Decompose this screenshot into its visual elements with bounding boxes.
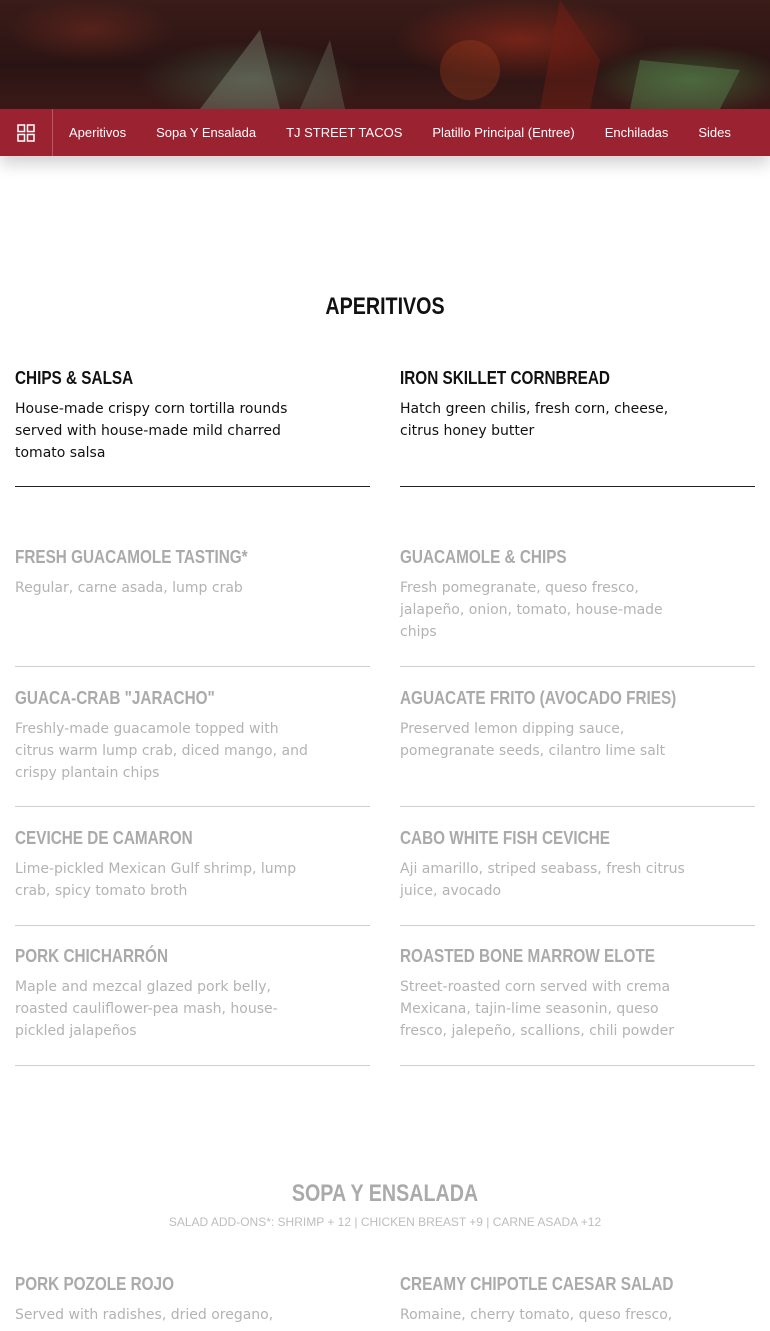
item-divider [15,806,370,807]
item-divider [15,925,370,926]
grid-icon [17,124,35,142]
menu-item-name: GUACAMOLE & CHIPS [400,547,567,567]
menu-item-description: Fresh pomegranate, queso fresco, jalapeño, onion, tomato, house-made chips [400,580,663,640]
item-divider [400,486,755,487]
menu-item [400,688,755,762]
menu-item-name: AGUACATE FRITO (AVOCADO FRIES) [400,688,677,708]
hero-food-image [0,0,770,109]
menu-item-name: GUACA-CRAB "JARACHO" [15,688,215,708]
menu-item-description: Regular, carne asada, lump crab [15,580,243,596]
menu-item-description: Aji amarillo, striped seabass, fresh citrus juice, avocado [400,861,685,899]
nav-item-aperitivos[interactable]: Aperitivos [69,125,127,140]
menu-item [15,1274,370,1326]
menu-item-description: Maple and mezcal glazed pork belly, roasted cauliflower-pea mash, house-pickled jalapeños [15,979,278,1039]
menu-item-name: CREAMY CHIPOTLE CAESAR SALAD [400,1274,674,1294]
menu-item [15,368,370,464]
menu-item [15,828,370,902]
menu-item-description: Hatch green chilis, fresh corn, cheese, citrus honey butter [400,401,669,439]
menu-item-description: Street-roasted corn served with crema Mexicana, tajin-lime seasonin, queso fresco, jalepeño, scallions, chili powder [400,979,674,1039]
item-divider [400,1065,755,1066]
item-divider [400,666,755,667]
nav-item-sopa-y-ensalada[interactable]: Sopa Y Ensalada [156,125,257,140]
nav-items [53,125,761,140]
category-navbar [0,109,770,156]
section-title-aperitivos: APERITIVOS [325,293,445,320]
menu-item-name: PORK CHICHARRÓN [15,946,168,966]
nav-item-platillo-principal[interactable]: Platillo Principal (Entree) [432,125,575,140]
menu-item [400,368,755,442]
menu-item [400,1274,755,1326]
menu-item-name: CABO WHITE FISH CEVICHE [400,828,610,848]
grid-menu-button[interactable] [0,109,53,156]
menu-item-name: FRESH GUACAMOLE TASTING* [15,547,248,567]
item-divider [15,666,370,667]
menu-item-description: Romaine, cherry tomato, queso fresco, [400,1307,673,1323]
item-divider [15,1065,370,1066]
menu-item-name: CEVICHE DE CAMARON [15,828,193,848]
menu-item-name: IRON SKILLET CORNBREAD [400,368,610,388]
menu-item-description: Served with radishes, dried oregano, [15,1307,274,1323]
section-subtitle-salad-addons: SALAD ADD-ONS*: SHRIMP + 12 | CHICKEN BREAST +9 | CARNE ASADA +12 [168,1215,602,1229]
menu-item [15,946,370,1042]
hero-food-illustration [0,0,770,109]
menu-item [400,547,755,643]
menu-item-name: PORK POZOLE ROJO [15,1274,174,1294]
nav-item-enchiladas[interactable]: Enchiladas [604,125,669,140]
menu-item-description: House-made crispy corn tortilla rounds served with house-made mild charred tomato salsa [15,401,288,461]
item-divider [400,925,755,926]
item-divider [15,486,370,487]
menu-item [400,828,755,902]
menu-item [400,946,755,1042]
item-divider [400,806,755,807]
menu-item-description: Freshly-made guacamole topped with citrus warm lump crab, diced mango, and crispy plantain chips [15,721,308,781]
menu-item-description: Lime-pickled Mexican Gulf shrimp, lump crab, spicy tomato broth [15,861,297,899]
menu-item [15,688,370,784]
section-title-sopa-y-ensalada: SOPA Y ENSALADA [291,1180,479,1207]
menu-item-description: Preserved lemon dipping sauce, pomegranate seeds, cilantro lime salt [400,721,666,759]
nav-item-sides[interactable]: Sides [698,125,731,140]
menu-item-name: ROASTED BONE MARROW ELOTE [400,946,655,966]
nav-item-tj-street-tacos[interactable]: TJ STREET TACOS [286,125,403,140]
menu-item [15,547,370,599]
menu-item-name: CHIPS & SALSA [15,368,134,388]
